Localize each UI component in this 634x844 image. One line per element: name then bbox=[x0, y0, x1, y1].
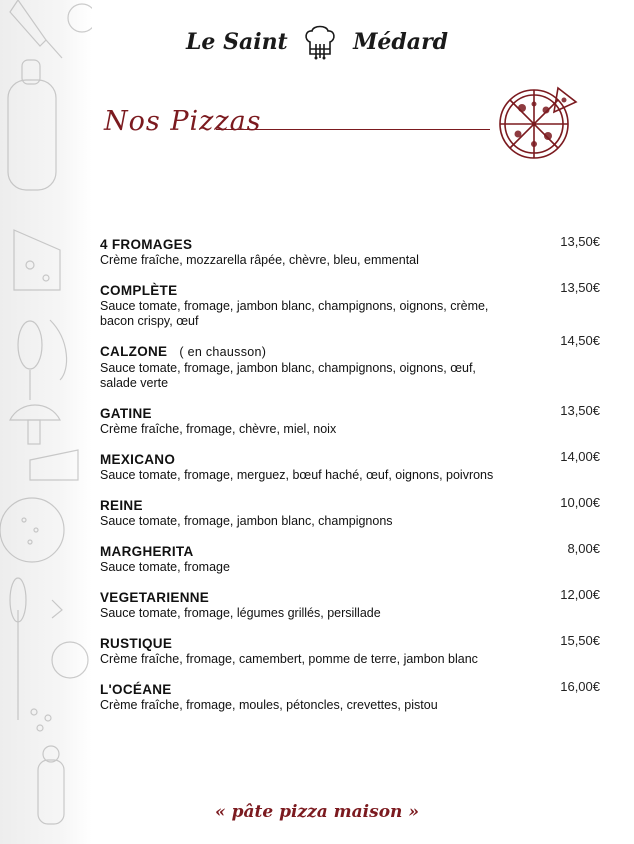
item-price: 8,00€ bbox=[567, 541, 600, 556]
menu-item bbox=[100, 405, 600, 437]
menu-item bbox=[100, 451, 600, 483]
pizza-illustration bbox=[488, 78, 580, 170]
item-name: CALZONE bbox=[100, 344, 168, 359]
item-name: MARGHERITA bbox=[100, 544, 194, 559]
item-price: 13,50€ bbox=[560, 234, 600, 249]
item-note: ( en chausson) bbox=[179, 345, 267, 359]
item-name: GATINE bbox=[100, 406, 152, 421]
menu-item bbox=[100, 681, 600, 713]
item-price: 13,50€ bbox=[560, 403, 600, 418]
chef-hat-icon bbox=[303, 24, 337, 60]
restaurant-name-right: Médard bbox=[353, 29, 449, 55]
item-name: COMPLÈTE bbox=[100, 283, 178, 298]
item-description: Crème fraîche, fromage, moules, pétoncles, crevettes, pistou bbox=[100, 698, 438, 712]
item-description: Sauce tomate, fromage, merguez, bœuf haché, œuf, oignons, poivrons bbox=[100, 468, 494, 482]
menu-item bbox=[100, 635, 600, 667]
item-description: Sauce tomate, fromage bbox=[100, 560, 230, 574]
item-price: 16,00€ bbox=[560, 679, 600, 694]
item-price: 10,00€ bbox=[560, 495, 600, 510]
pizza-menu-list bbox=[100, 236, 600, 727]
item-description: Crème fraîche, fromage, chèvre, miel, noix bbox=[100, 422, 337, 436]
restaurant-name bbox=[0, 24, 634, 60]
item-name: VEGETARIENNE bbox=[100, 590, 210, 605]
item-price: 14,00€ bbox=[560, 449, 600, 464]
menu-item bbox=[100, 497, 600, 529]
menu-item bbox=[100, 589, 600, 621]
menu-item bbox=[100, 282, 600, 329]
item-price: 12,00€ bbox=[560, 587, 600, 602]
menu-item bbox=[100, 543, 600, 575]
item-name: L'OCÉANE bbox=[100, 682, 172, 697]
item-description: Sauce tomate, fromage, jambon blanc, champignons bbox=[100, 514, 393, 528]
kitchen-sketch-decoration bbox=[0, 0, 92, 844]
item-description: Crème fraîche, mozzarella râpée, chèvre, bleu, emmental bbox=[100, 253, 419, 267]
menu-item bbox=[100, 236, 600, 268]
item-description: Sauce tomate, fromage, jambon blanc, champignons, oignons, œuf, salade verte bbox=[100, 361, 476, 390]
item-price: 15,50€ bbox=[560, 633, 600, 648]
restaurant-name-left: Le Saint bbox=[185, 29, 288, 55]
item-description: Sauce tomate, fromage, jambon blanc, champignons, oignons, crème, bacon crispy, œuf bbox=[100, 299, 489, 328]
item-name: RUSTIQUE bbox=[100, 636, 173, 651]
item-name: 4 FROMAGES bbox=[100, 237, 193, 252]
item-description: Crème fraîche, fromage, camembert, pomme de terre, jambon blanc bbox=[100, 652, 478, 666]
footer-tagline: « pâte pizza maison » bbox=[215, 802, 419, 822]
item-price: 14,50€ bbox=[560, 333, 600, 348]
section-title: Nos Pizzas bbox=[104, 106, 262, 137]
item-name: MEXICANO bbox=[100, 452, 176, 467]
menu-item bbox=[100, 333, 600, 391]
item-description: Sauce tomate, fromage, légumes grillés, persillade bbox=[100, 606, 381, 620]
item-name: REINE bbox=[100, 498, 143, 513]
item-price: 13,50€ bbox=[560, 280, 600, 295]
title-underline bbox=[216, 129, 490, 130]
